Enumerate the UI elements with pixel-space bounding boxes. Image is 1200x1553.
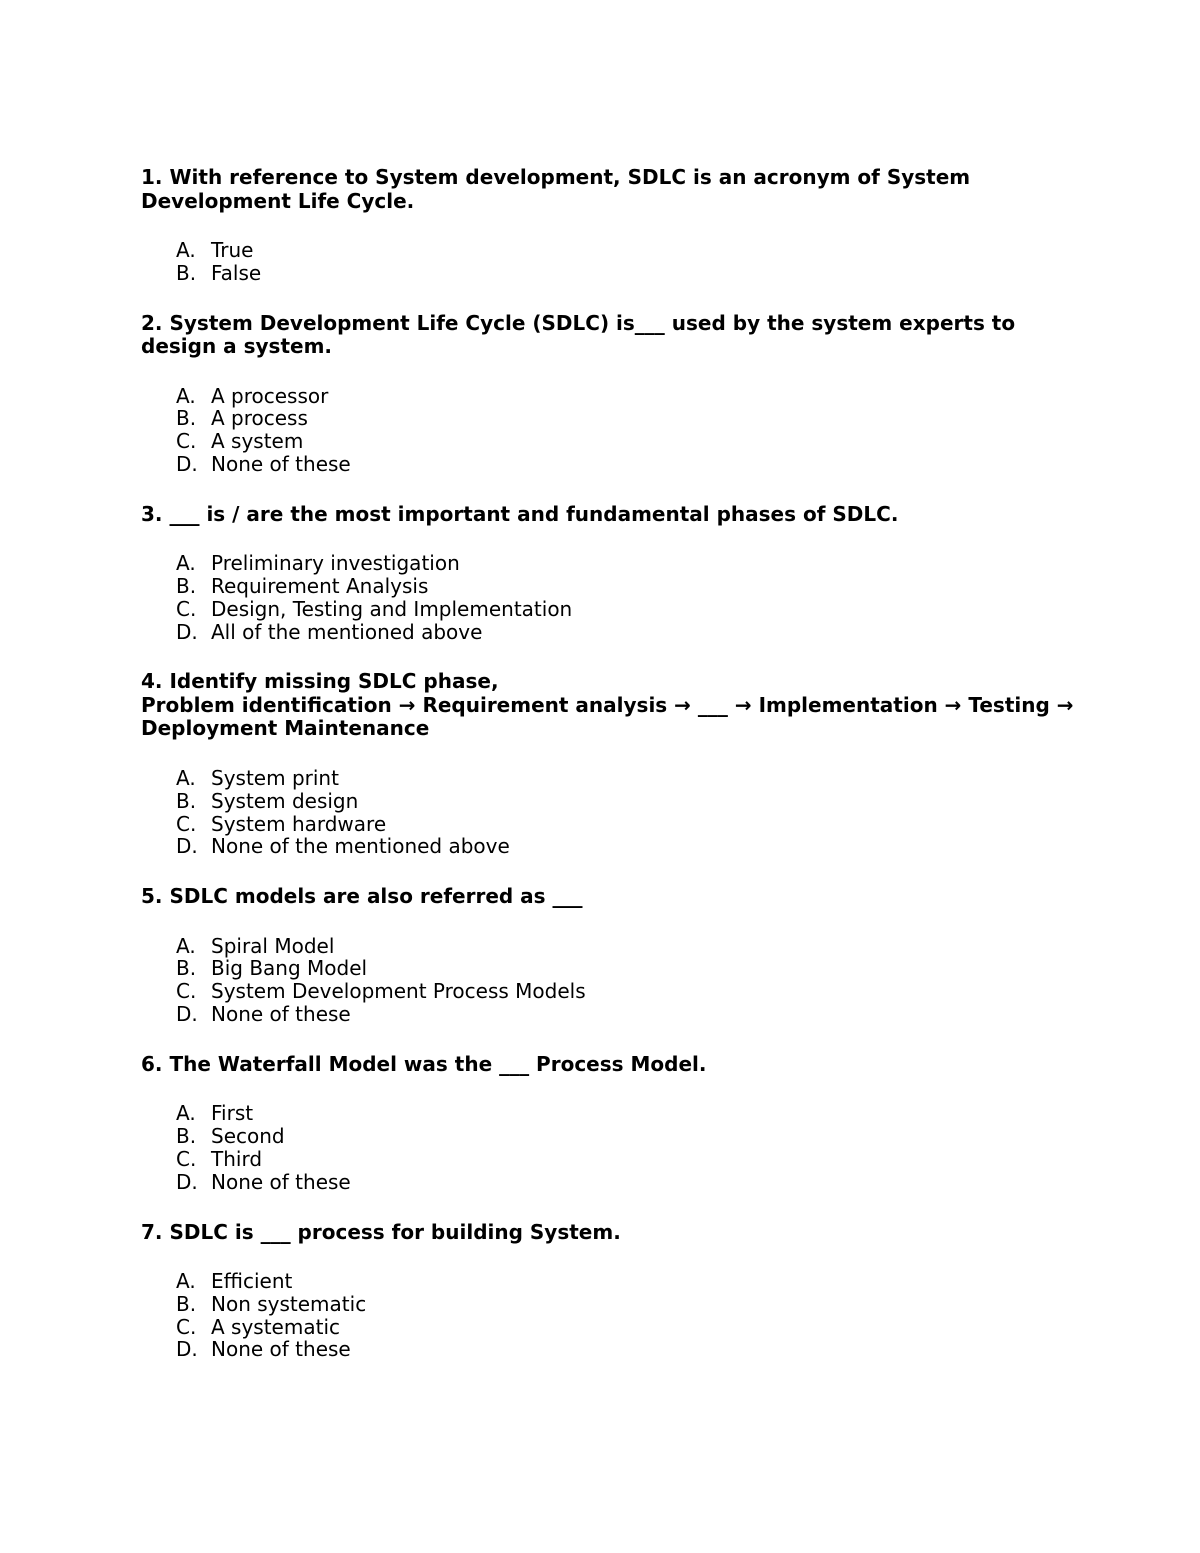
option-text: True: [211, 238, 254, 262]
option-text: False: [211, 260, 262, 285]
option: [176, 598, 1080, 621]
option: [176, 935, 1080, 958]
option-letter: D.: [176, 1337, 198, 1362]
option-letter: A.: [176, 933, 196, 958]
option-letter: B.: [176, 788, 197, 813]
options-list: [141, 935, 1080, 1026]
option: [176, 980, 1080, 1003]
option-text: None of these: [211, 451, 351, 476]
options-list: [141, 1102, 1080, 1193]
option-letter: D.: [176, 619, 198, 644]
option-letter: C.: [176, 596, 197, 621]
option: [176, 767, 1080, 790]
question-text: 4. Identify missing SDLC phase, Problem identification → Requirement analysis → ___ → Implementation → Testing → Deployment Maintenance: [141, 669, 1074, 741]
option-text: None of these: [211, 1337, 351, 1362]
option: [176, 385, 1080, 408]
option-text: System hardware: [211, 811, 387, 836]
option-text: Big Bang Model: [211, 956, 368, 981]
option: [176, 813, 1080, 836]
option-text: Non systematic: [211, 1291, 367, 1316]
option-letter: C.: [176, 429, 197, 454]
option-text: A process: [211, 406, 308, 431]
option: [176, 1338, 1080, 1361]
option-letter: C.: [176, 811, 197, 836]
option-letter: A.: [176, 1269, 196, 1294]
option: [176, 1003, 1080, 1026]
option-letter: B.: [176, 406, 197, 431]
option-letter: B.: [176, 260, 197, 285]
option-text: System print: [211, 765, 339, 790]
option: [176, 621, 1080, 644]
option-letter: D.: [176, 1002, 198, 1027]
option-text: System Development Process Models: [211, 979, 586, 1004]
question-text: 6. The Waterfall Model was the ___ Process Model.: [141, 1051, 707, 1076]
option-letter: B.: [176, 1291, 197, 1316]
question-text: 2. System Development Life Cycle (SDLC) is___ used by the system experts to design a system.: [141, 310, 1016, 359]
option-text: First: [211, 1101, 254, 1126]
option-letter: C.: [176, 979, 197, 1004]
option: [176, 1148, 1080, 1171]
option: [176, 239, 1080, 262]
option-text: Design, Testing and Implementation: [211, 596, 573, 621]
question-2: [141, 312, 1080, 476]
option-letter: A.: [176, 238, 196, 262]
option: [176, 262, 1080, 285]
options-list: [141, 1270, 1080, 1361]
options-list: [141, 239, 1080, 285]
question-4: [141, 670, 1080, 858]
option-letter: C.: [176, 1146, 197, 1171]
option-letter: D.: [176, 451, 198, 476]
question-text: 3. ___ is / are the most important and fundamental phases of SDLC.: [141, 501, 899, 526]
option: [176, 835, 1080, 858]
question-6: [141, 1053, 1080, 1194]
option-text: None of these: [211, 1002, 351, 1027]
option-text: A processor: [211, 383, 329, 408]
option-letter: C.: [176, 1314, 197, 1339]
option: [176, 1171, 1080, 1194]
option-text: Spiral Model: [211, 933, 335, 958]
option-letter: B.: [176, 1124, 197, 1149]
question-text: 7. SDLC is ___ process for building System.: [141, 1219, 621, 1244]
question-1: [141, 166, 1080, 285]
option-text: System design: [211, 788, 359, 813]
option-letter: B.: [176, 956, 197, 981]
options-list: [141, 767, 1080, 858]
option: [176, 1125, 1080, 1148]
option: [176, 1293, 1080, 1316]
option: [176, 1102, 1080, 1125]
option: [176, 575, 1080, 598]
option: [176, 453, 1080, 476]
option: [176, 552, 1080, 575]
option: [176, 790, 1080, 813]
option-letter: A.: [176, 1101, 196, 1126]
option-text: All of the mentioned above: [211, 619, 483, 644]
question-text: 5. SDLC models are also referred as ___: [141, 884, 583, 909]
option-text: Requirement Analysis: [211, 574, 429, 599]
option-text: None of these: [211, 1169, 351, 1194]
question-3: [141, 503, 1080, 644]
option-text: Third: [211, 1146, 263, 1171]
option-text: Second: [211, 1124, 285, 1149]
option-text: Efficient: [211, 1269, 293, 1294]
option-letter: A.: [176, 765, 196, 790]
option: [176, 407, 1080, 430]
options-list: [141, 385, 1080, 476]
question-text: 1. With reference to System development, SDLC is an acronym of System Development Life Cycle.: [141, 165, 971, 213]
question-5: [141, 885, 1080, 1026]
option: [176, 1270, 1080, 1293]
question-7: [141, 1221, 1080, 1362]
option: [176, 430, 1080, 453]
option-letter: B.: [176, 574, 197, 599]
option-letter: D.: [176, 1169, 198, 1194]
option-letter: A.: [176, 551, 196, 576]
option-text: A system: [211, 429, 304, 454]
option-text: None of the mentioned above: [211, 834, 510, 859]
options-list: [141, 552, 1080, 643]
option-text: Preliminary investigation: [211, 551, 460, 576]
option-text: A systematic: [211, 1314, 340, 1339]
option: [176, 1316, 1080, 1339]
option-letter: D.: [176, 834, 198, 859]
option-letter: A.: [176, 383, 196, 408]
option: [176, 957, 1080, 980]
